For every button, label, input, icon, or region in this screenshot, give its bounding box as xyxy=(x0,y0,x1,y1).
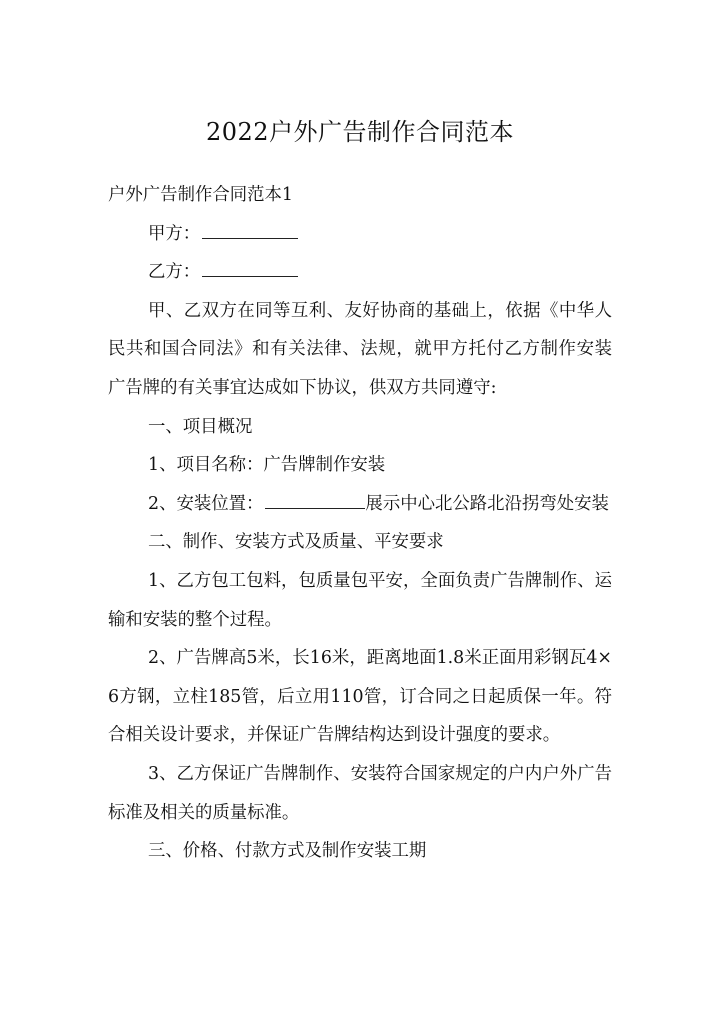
section-price-payment: 三、价格、付款方式及制作安装工期 xyxy=(148,841,427,862)
party-a-line xyxy=(108,215,612,254)
contract-subtitle: 户外广告制作合同范本1 xyxy=(108,185,293,205)
document-body xyxy=(108,176,612,871)
document-title: 2022户外广告制作合同范本 xyxy=(205,118,515,146)
party-b-blank xyxy=(202,256,298,277)
party-b-label: 乙方： xyxy=(148,262,201,283)
project-name-item: 1、项目名称：广告牌制作安装 xyxy=(148,455,386,476)
install-location-text: 展示中心北公路北沿拐弯处安装 xyxy=(365,493,609,514)
requirement-item-1: 1、乙方包工包料，包质量包平安，全面负责广告牌制作、运输和安装的整个过程。 xyxy=(108,570,612,630)
install-location-blank xyxy=(265,488,365,509)
party-a-label: 甲方： xyxy=(148,223,201,244)
section-project-overview: 一、项目概况 xyxy=(148,416,253,437)
requirement-item-2: 2、广告牌高5米，长16米，距离地面1.8米正面用彩钢瓦4×6方钢，立柱185管，后立用110管，订合同之日起质保一年。符合相关设计要求，并保证广告牌结构达到设计强度的要求。 xyxy=(108,648,612,746)
party-b-line xyxy=(108,253,612,292)
requirement-item-3: 3、乙方保证广告牌制作、安装符合国家规定的户内户外广告标准及相关的质量标准。 xyxy=(108,763,612,823)
install-location-item xyxy=(108,485,612,524)
party-a-blank xyxy=(202,218,298,239)
intro-paragraph: 甲、乙双方在同等互利、友好协商的基础上，依据《中华人民共和国合同法》和有关法律、法规，就甲方托付乙方制作安装广告牌的有关事宜达成如下协议，供双方共同遵守: xyxy=(108,300,612,398)
section-production-requirements: 二、制作、安装方式及质量、平安要求 xyxy=(148,532,444,553)
install-location-label: 2、安装位置： xyxy=(148,493,264,514)
